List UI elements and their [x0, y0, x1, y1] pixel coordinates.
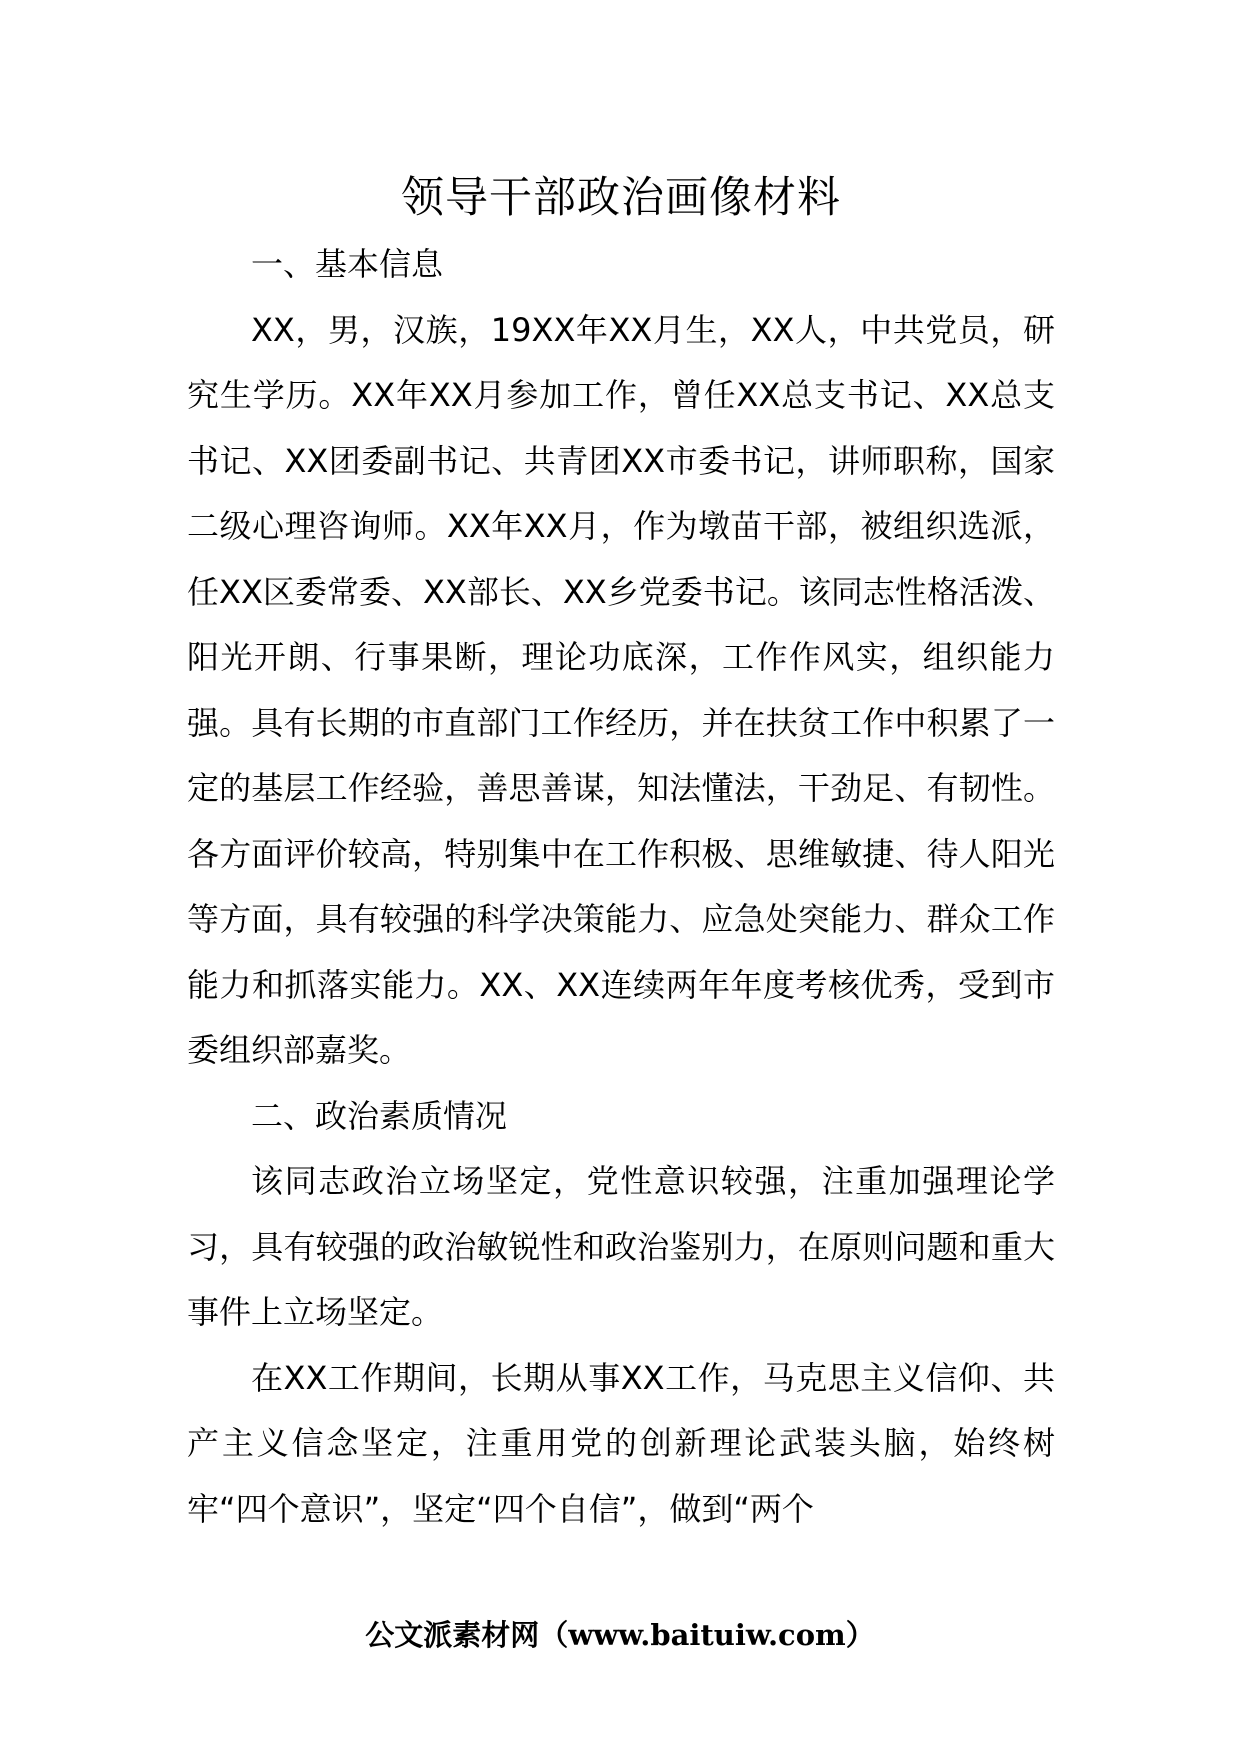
- section-heading-basic-info: 一、基本信息: [251, 245, 444, 283]
- paragraph-basic-info: XX，男，汉族，19XX年XX月生，XX人，中共党员，研究生学历。XX年XX月参加工作，曾任XX总支书记、XX总支书记、XX团委副书记、共青团XX市委书记，讲师职称，国家二级心理咨询师。XX年XX月，作为墩苗干部，被组织选派，任XX区委常委、XX部长、XX乡党委书记。该同志性格活泼、阳光开朗、行事果断，理论功底深，工作作风实，组织能力强。具有长期的市直部门工作经历，并在扶贫工作中积累了一定的基层工作经验，善思善谋，知法懂法，干劲足、有韧性。各方面评价较高，特别集中在工作积极、思维敏捷、待人阳光等方面，具有较强的科学决策能力、应急处突能力、群众工作能力和抓落实能力。XX、XX连续两年年度考核优秀，受到市委组织部嘉奖。: [187, 310, 1055, 1069]
- paragraph-work-period: 在XX工作期间，长期从事XX工作，马克思主义信仰、共产主义信念坚定，注重用党的创新理论武装头脑，始终树牢“四个意识”，坚定“四个自信”，做到“两个: [187, 1358, 1055, 1528]
- footer-watermark: 公文派素材网（www.baituiw.com）: [365, 1618, 875, 1652]
- section-heading-political-quality: 二、政治素质情况: [251, 1096, 508, 1135]
- paragraph-political-stance: 该同志政治立场坚定，党性意识较强，注重加强理论学习，具有较强的政治敏锐性和政治鉴别力，在原则问题和重大事件上立场坚定。: [187, 1162, 1055, 1331]
- document-page: [187, 0, 1055, 1754]
- document-body: [187, 232, 1055, 1542]
- document-title: 领导干部政治画像材料: [401, 173, 841, 223]
